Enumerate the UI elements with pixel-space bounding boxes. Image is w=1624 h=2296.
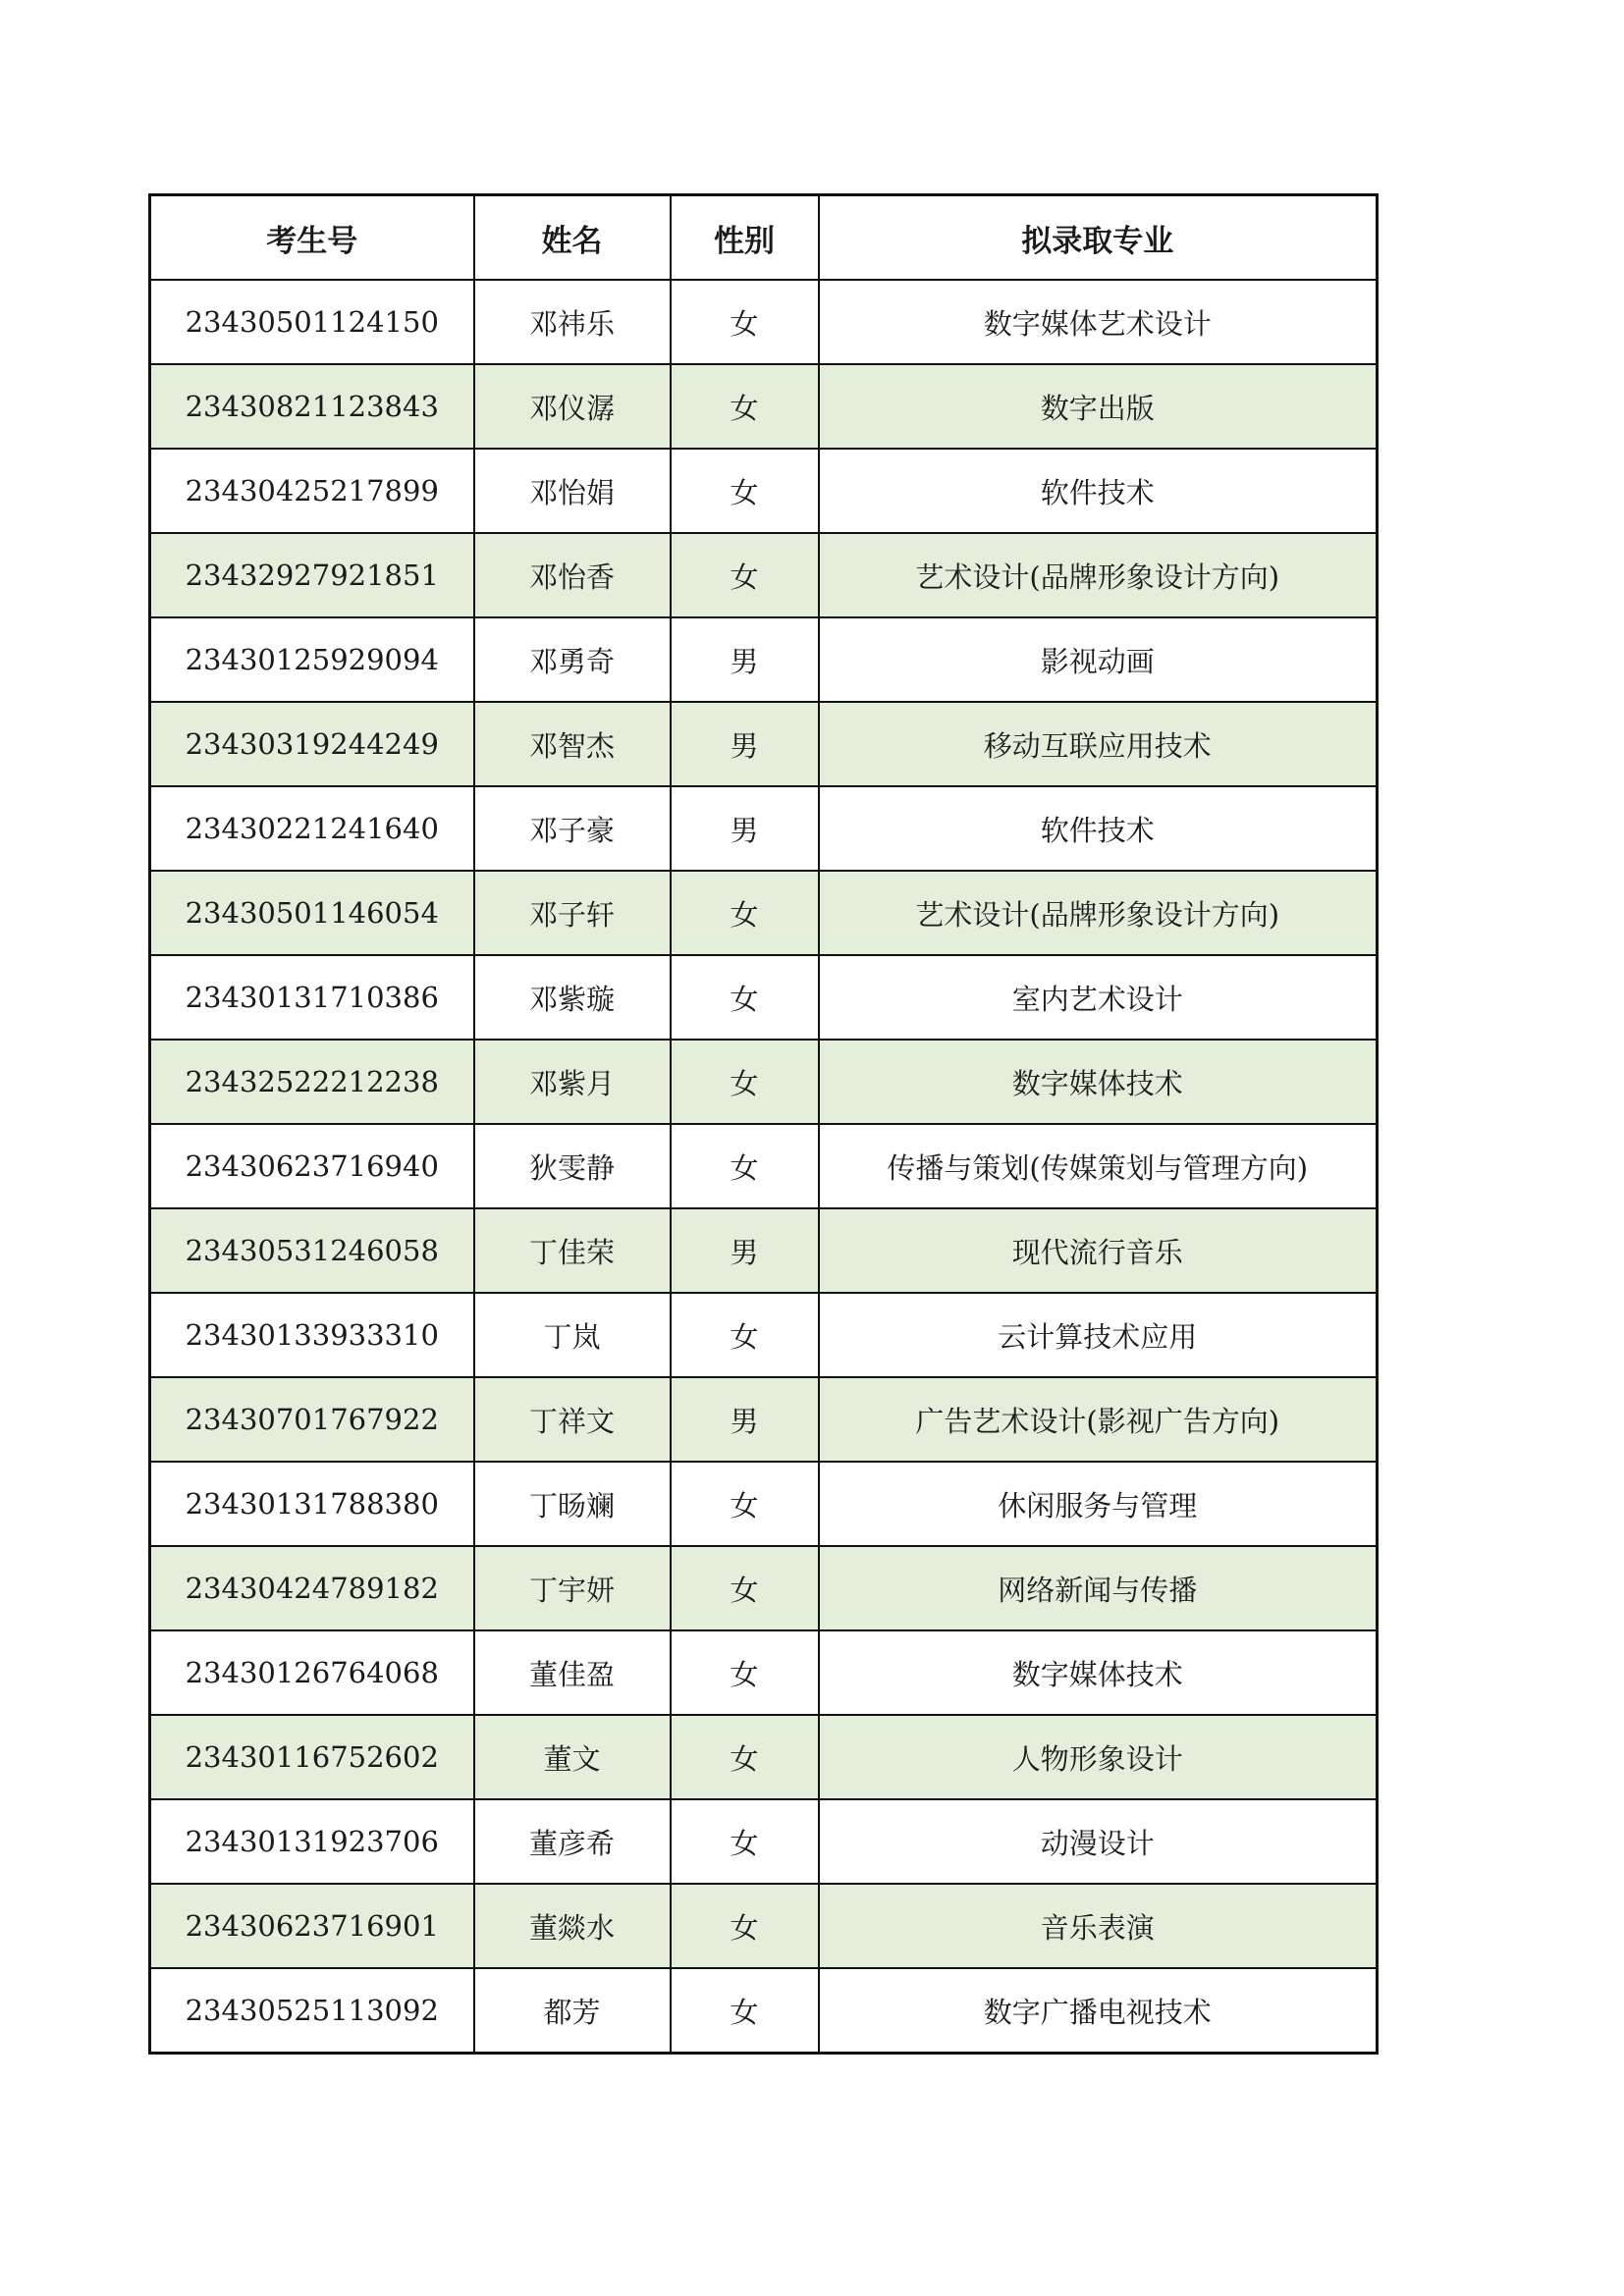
cell-gender: 女 xyxy=(671,1884,819,1968)
cell-admitted-major: 艺术设计(品牌形象设计方向) xyxy=(819,871,1378,955)
cell-gender: 女 xyxy=(671,449,819,533)
header-exam-number: 考生号 xyxy=(150,195,474,281)
cell-gender: 男 xyxy=(671,1377,819,1462)
cell-name: 董文 xyxy=(474,1715,671,1799)
cell-admitted-major: 传播与策划(传媒策划与管理方向) xyxy=(819,1124,1378,1208)
table-row xyxy=(150,449,1378,533)
table-row xyxy=(150,1799,1378,1884)
cell-gender: 女 xyxy=(671,1799,819,1884)
table-row xyxy=(150,1040,1378,1124)
cell-name: 邓智杰 xyxy=(474,702,671,786)
cell-admitted-major: 网络新闻与传播 xyxy=(819,1546,1378,1630)
cell-admitted-major: 数字媒体艺术设计 xyxy=(819,280,1378,364)
cell-name: 丁旸斓 xyxy=(474,1462,671,1546)
cell-name: 邓紫璇 xyxy=(474,955,671,1040)
cell-admitted-major: 数字媒体技术 xyxy=(819,1040,1378,1124)
cell-gender: 男 xyxy=(671,1208,819,1293)
cell-name: 董彦希 xyxy=(474,1799,671,1884)
cell-name: 董佳盈 xyxy=(474,1630,671,1715)
cell-exam-number: 23430623716901 xyxy=(150,1884,474,1968)
cell-admitted-major: 软件技术 xyxy=(819,449,1378,533)
table-row xyxy=(150,1630,1378,1715)
cell-admitted-major: 云计算技术应用 xyxy=(819,1293,1378,1377)
table-row xyxy=(150,617,1378,702)
cell-name: 邓祎乐 xyxy=(474,280,671,364)
cell-name: 丁宇妍 xyxy=(474,1546,671,1630)
header-name: 姓名 xyxy=(474,195,671,281)
cell-admitted-major: 音乐表演 xyxy=(819,1884,1378,1968)
header-admitted-major: 拟录取专业 xyxy=(819,195,1378,281)
cell-gender: 女 xyxy=(671,1546,819,1630)
cell-admitted-major: 现代流行音乐 xyxy=(819,1208,1378,1293)
cell-gender: 女 xyxy=(671,280,819,364)
cell-admitted-major: 人物形象设计 xyxy=(819,1715,1378,1799)
cell-gender: 女 xyxy=(671,533,819,617)
cell-gender: 女 xyxy=(671,1040,819,1124)
cell-exam-number: 23430319244249 xyxy=(150,702,474,786)
cell-gender: 女 xyxy=(671,1462,819,1546)
cell-exam-number: 23430501124150 xyxy=(150,280,474,364)
table-row xyxy=(150,1884,1378,1968)
cell-exam-number: 23430133933310 xyxy=(150,1293,474,1377)
cell-exam-number: 23430126764068 xyxy=(150,1630,474,1715)
cell-name: 丁佳荣 xyxy=(474,1208,671,1293)
cell-admitted-major: 影视动画 xyxy=(819,617,1378,702)
cell-name: 都芳 xyxy=(474,1968,671,2054)
cell-name: 邓紫月 xyxy=(474,1040,671,1124)
cell-exam-number: 23430424789182 xyxy=(150,1546,474,1630)
cell-exam-number: 23430131923706 xyxy=(150,1799,474,1884)
cell-name: 邓怡香 xyxy=(474,533,671,617)
cell-gender: 男 xyxy=(671,702,819,786)
cell-name: 邓子豪 xyxy=(474,786,671,871)
table-row xyxy=(150,1124,1378,1208)
cell-gender: 男 xyxy=(671,786,819,871)
cell-gender: 女 xyxy=(671,1293,819,1377)
cell-name: 邓子轩 xyxy=(474,871,671,955)
table-row xyxy=(150,280,1378,364)
admission-table xyxy=(148,193,1379,2055)
cell-exam-number: 23430221241640 xyxy=(150,786,474,871)
cell-admitted-major: 数字媒体技术 xyxy=(819,1630,1378,1715)
cell-name: 邓仪潺 xyxy=(474,364,671,449)
cell-exam-number: 23430131710386 xyxy=(150,955,474,1040)
header-gender: 性别 xyxy=(671,195,819,281)
table-header-row xyxy=(150,195,1378,281)
cell-exam-number: 23430125929094 xyxy=(150,617,474,702)
cell-gender: 女 xyxy=(671,955,819,1040)
table-row xyxy=(150,1377,1378,1462)
table-row xyxy=(150,1715,1378,1799)
cell-exam-number: 23432522212238 xyxy=(150,1040,474,1124)
cell-admitted-major: 软件技术 xyxy=(819,786,1378,871)
cell-exam-number: 23430701767922 xyxy=(150,1377,474,1462)
cell-gender: 女 xyxy=(671,364,819,449)
cell-exam-number: 23430623716940 xyxy=(150,1124,474,1208)
table-row xyxy=(150,702,1378,786)
cell-admitted-major: 广告艺术设计(影视广告方向) xyxy=(819,1377,1378,1462)
cell-gender: 女 xyxy=(671,1968,819,2054)
cell-admitted-major: 休闲服务与管理 xyxy=(819,1462,1378,1546)
table-row xyxy=(150,955,1378,1040)
cell-admitted-major: 艺术设计(品牌形象设计方向) xyxy=(819,533,1378,617)
table-row xyxy=(150,1546,1378,1630)
cell-exam-number: 23430531246058 xyxy=(150,1208,474,1293)
table-row xyxy=(150,786,1378,871)
cell-name: 狄雯静 xyxy=(474,1124,671,1208)
table-body xyxy=(150,280,1378,2054)
table-row xyxy=(150,533,1378,617)
cell-gender: 女 xyxy=(671,871,819,955)
cell-admitted-major: 动漫设计 xyxy=(819,1799,1378,1884)
cell-gender: 男 xyxy=(671,617,819,702)
cell-admitted-major: 移动互联应用技术 xyxy=(819,702,1378,786)
cell-exam-number: 23430821123843 xyxy=(150,364,474,449)
table-row xyxy=(150,1462,1378,1546)
cell-exam-number: 23430425217899 xyxy=(150,449,474,533)
cell-exam-number: 23430131788380 xyxy=(150,1462,474,1546)
cell-admitted-major: 数字出版 xyxy=(819,364,1378,449)
cell-gender: 女 xyxy=(671,1630,819,1715)
cell-name: 董燚水 xyxy=(474,1884,671,1968)
cell-name: 丁岚 xyxy=(474,1293,671,1377)
cell-gender: 女 xyxy=(671,1124,819,1208)
cell-admitted-major: 室内艺术设计 xyxy=(819,955,1378,1040)
table-row xyxy=(150,1968,1378,2054)
table-row xyxy=(150,364,1378,449)
table-row xyxy=(150,871,1378,955)
table-row xyxy=(150,1208,1378,1293)
cell-name: 邓勇奇 xyxy=(474,617,671,702)
cell-gender: 女 xyxy=(671,1715,819,1799)
table-row xyxy=(150,1293,1378,1377)
cell-admitted-major: 数字广播电视技术 xyxy=(819,1968,1378,2054)
cell-exam-number: 23432927921851 xyxy=(150,533,474,617)
cell-exam-number: 23430525113092 xyxy=(150,1968,474,2054)
cell-name: 邓怡娟 xyxy=(474,449,671,533)
cell-exam-number: 23430116752602 xyxy=(150,1715,474,1799)
cell-name: 丁祥文 xyxy=(474,1377,671,1462)
cell-exam-number: 23430501146054 xyxy=(150,871,474,955)
